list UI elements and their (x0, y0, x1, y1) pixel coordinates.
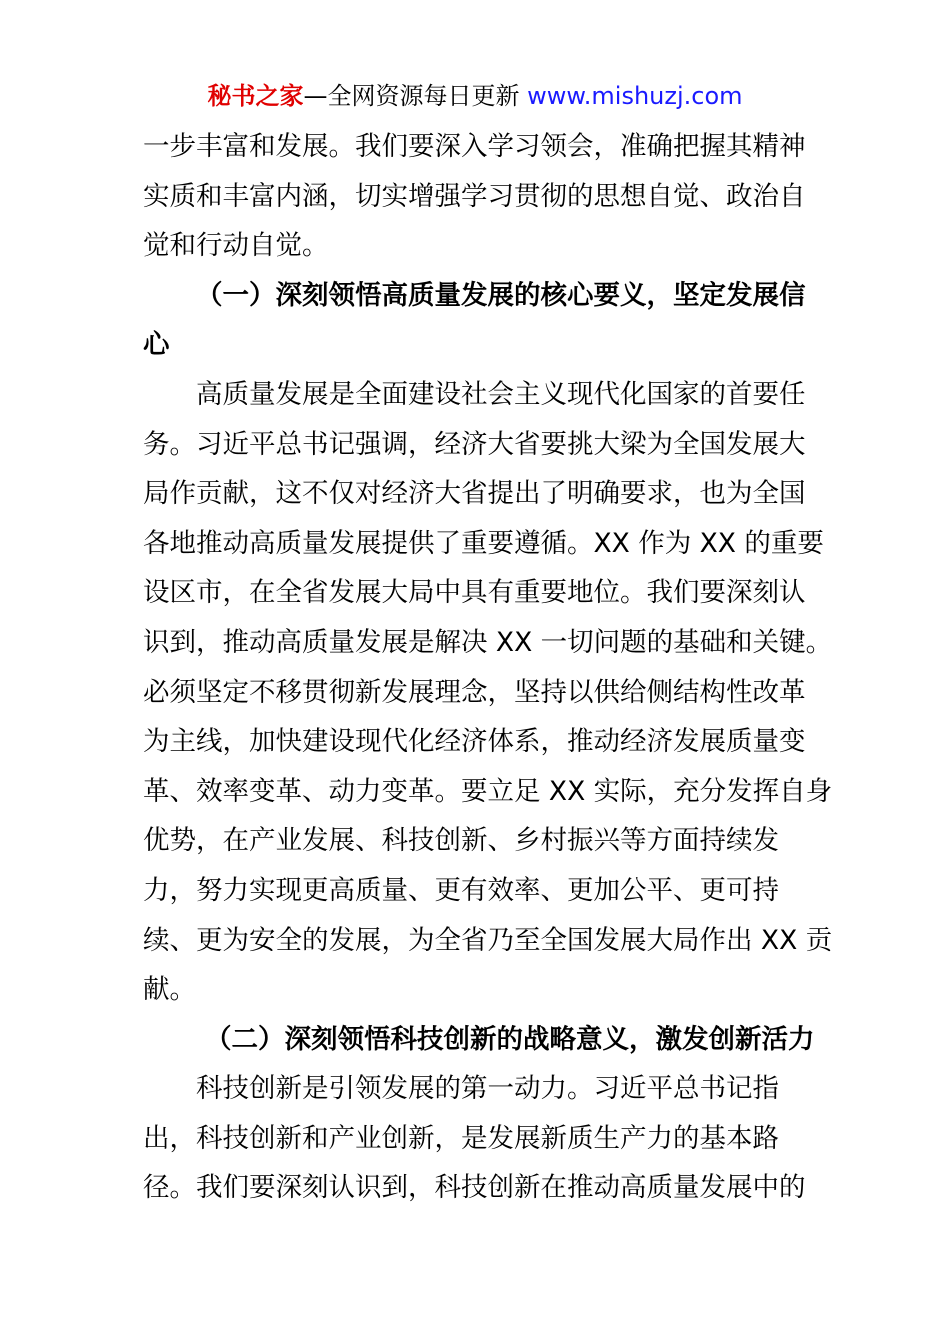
body-line: 献。 (143, 974, 196, 1006)
body-line: 续、更为安全的发展，为全省乃至全国发展大局作出 XX 贡 (143, 924, 833, 956)
document-body (143, 122, 833, 1213)
page-header (0, 79, 950, 113)
body-line: 科技创新是引领发展的第一动力。习近平总书记指 (196, 1073, 779, 1105)
body-line: 觉和行动自觉。 (143, 230, 329, 262)
body-line: 局作贡献，这不仅对经济大省提出了明确要求，也为全国 (143, 478, 806, 510)
body-line: 革、效率变革、动力变革。要立足 XX 实际，充分发挥自身 (143, 775, 833, 807)
section-heading-2: （二）深刻领悟科技创新的战略意义，激发创新活力 (205, 1023, 815, 1055)
site-brand: 秘书之家 (207, 82, 304, 110)
body-line: 设区市，在全省发展大局中具有重要地位。我们要深刻认 (143, 577, 806, 609)
body-line: 实质和丰富内涵，切实增强学习贯彻的思想自觉、政治自 (143, 180, 806, 212)
body-line: 必须坚定不移贯彻新发展理念，坚持以供给侧结构性改革 (143, 676, 806, 708)
body-line: 各地推动高质量发展提供了重要遵循。XX 作为 XX 的重要 (143, 527, 824, 559)
site-url-link[interactable]: www.mishuzj.com (527, 82, 743, 110)
body-line: 出，科技创新和产业创新，是发展新质生产力的基本路 (143, 1122, 779, 1154)
body-line: 优势，在产业发展、科技创新、乡村振兴等方面持续发 (143, 825, 779, 857)
section-heading-1-continued: 心 (143, 329, 170, 361)
body-line: 务。习近平总书记强调，经济大省要挑大梁为全国发展大 (143, 428, 806, 460)
body-line: 高质量发展是全面建设社会主义现代化国家的首要任 (196, 378, 806, 410)
body-line: 识到，推动高质量发展是解决 XX 一切问题的基础和关键。 (143, 626, 833, 658)
section-heading-1: （一）深刻领悟高质量发展的核心要义，坚定发展信 (196, 279, 806, 311)
body-line: 一步丰富和发展。我们要深入学习领会，准确把握其精神 (143, 131, 806, 162)
site-tagline: —全网资源每日更新 (303, 82, 528, 110)
body-line: 力，努力实现更高质量、更有效率、更加公平、更可持 (143, 874, 779, 906)
body-line: 为主线，加快建设现代化经济体系，推动经济发展质量变 (143, 726, 806, 758)
body-line: 径。我们要深刻认识到，科技创新在推动高质量发展中的 (143, 1172, 806, 1204)
